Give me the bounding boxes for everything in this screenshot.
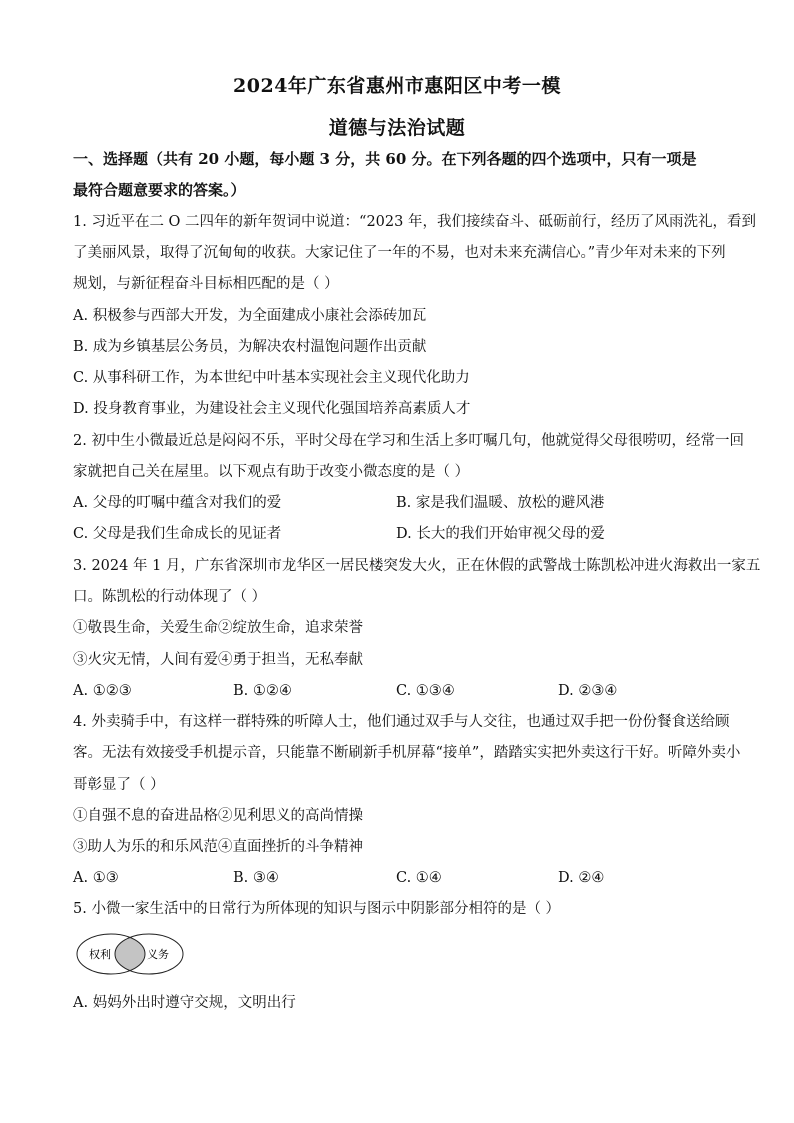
q5-stem-line1: 5. 小微一家生活中的日常行为所体现的知识与图示中阴影部分相符的是（ ）	[73, 901, 561, 917]
q4-statement-1: ①自强不息的奋进品格②见利思义的高尚情操	[73, 808, 363, 824]
q3-option-b: B. ①②④	[233, 683, 292, 699]
q4-stem-line1: 4. 外卖骑手中，有这样一群特殊的听障人士，他们通过双手与人交往，也通过双手把一份份餐食送给顾	[73, 714, 730, 730]
q3-statement-2: ③火灾无情，人间有爱④勇于担当，无私奉献	[73, 652, 363, 668]
q2-option-a: A. 父母的叮嘱中蕴含对我们的爱	[73, 495, 282, 511]
page-title: 2024年广东省惠州市惠阳区中考一模	[233, 75, 561, 97]
q1-stem-line2: 了美丽风景，取得了沉甸甸的收获。大家记住了一年的不易，也对未来充满信心。”青少年对未来的下列	[73, 245, 726, 261]
page-subtitle: 道德与法治试题	[328, 117, 466, 139]
q2-stem-line2: 家就把自己关在屋里。以下观点有助于改变小微态度的是（ ）	[73, 464, 470, 480]
q1-stem-line3: 规划，与新征程奋斗目标相匹配的是（ ）	[73, 276, 339, 292]
q3-stem-line2: 口。陈凯松的行动体现了（ ）	[73, 589, 267, 605]
q4-stem-line2: 客。无法有效接受手机提示音，只能靠不断刷新手机屏幕“接单”，踏踏实实把外卖这行干好。听障外卖小	[73, 745, 741, 761]
q3-option-d: D. ②③④	[558, 683, 618, 699]
q5-option-a: A. 妈妈外出时遵守交规，文明出行	[73, 995, 296, 1011]
q4-option-a: A. ①③	[73, 870, 119, 886]
q4-option-c: C. ①④	[396, 870, 442, 886]
q2-option-c: C. 父母是我们生命成长的见证者	[73, 526, 282, 542]
q1-option-a: A. 积极参与西部大开发，为全面建成小康社会添砖加瓦	[73, 308, 427, 324]
q4-statement-2: ③助人为乐的和乐风范④直面挫折的斗争精神	[73, 839, 363, 855]
venn-left-label: 权利	[89, 948, 111, 961]
q4-option-b: B. ③④	[233, 870, 279, 886]
q1-option-d: D. 投身教育事业，为建设社会主义现代化强国培养高素质人才	[73, 401, 471, 417]
venn-diagram	[75, 931, 185, 977]
q3-option-a: A. ①②③	[73, 683, 132, 699]
q3-statement-1: ①敬畏生命，关爱生命②绽放生命，追求荣誉	[73, 620, 363, 636]
q3-stem-line1: 3. 2024 年 1 月，广东省深圳市龙华区一居民楼突发大火，正在休假的武警战士陈凯松冲进火海救出一家五	[73, 558, 761, 574]
q3-option-c: C. ①③④	[396, 683, 455, 699]
q2-option-d: D. 长大的我们开始审视父母的爱	[396, 526, 605, 542]
q2-option-b: B. 家是我们温暖、放松的避风港	[396, 495, 605, 511]
venn-right-label: 义务	[147, 948, 169, 961]
q2-stem-line1: 2. 初中生小微最近总是闷闷不乐，平时父母在学习和生活上多叮嘱几句，他就觉得父母很唠叨，经常一回	[73, 433, 744, 449]
q4-stem-line3: 哥彰显了（ ）	[73, 777, 165, 793]
q1-option-b: B. 成为乡镇基层公务员，为解决农村温饱问题作出贡献	[73, 339, 427, 355]
q1-stem-line1: 1. 习近平在二 O 二四年的新年贺词中说道：“2023 年，我们接续奋斗、砥砺前行，经历了风雨洗礼，看到	[73, 214, 756, 230]
q1-option-c: C. 从事科研工作，为本世纪中叶基本实现社会主义现代化助力	[73, 370, 470, 386]
q4-option-d: D. ②④	[558, 870, 605, 886]
section-heading-line1: 一、选择题（共有 20 小题，每小题 3 分，共 60 分。在下列各题的四个选项中，只有一项是	[73, 150, 697, 168]
section-heading-line2: 最符合题意要求的答案。）	[73, 181, 246, 199]
